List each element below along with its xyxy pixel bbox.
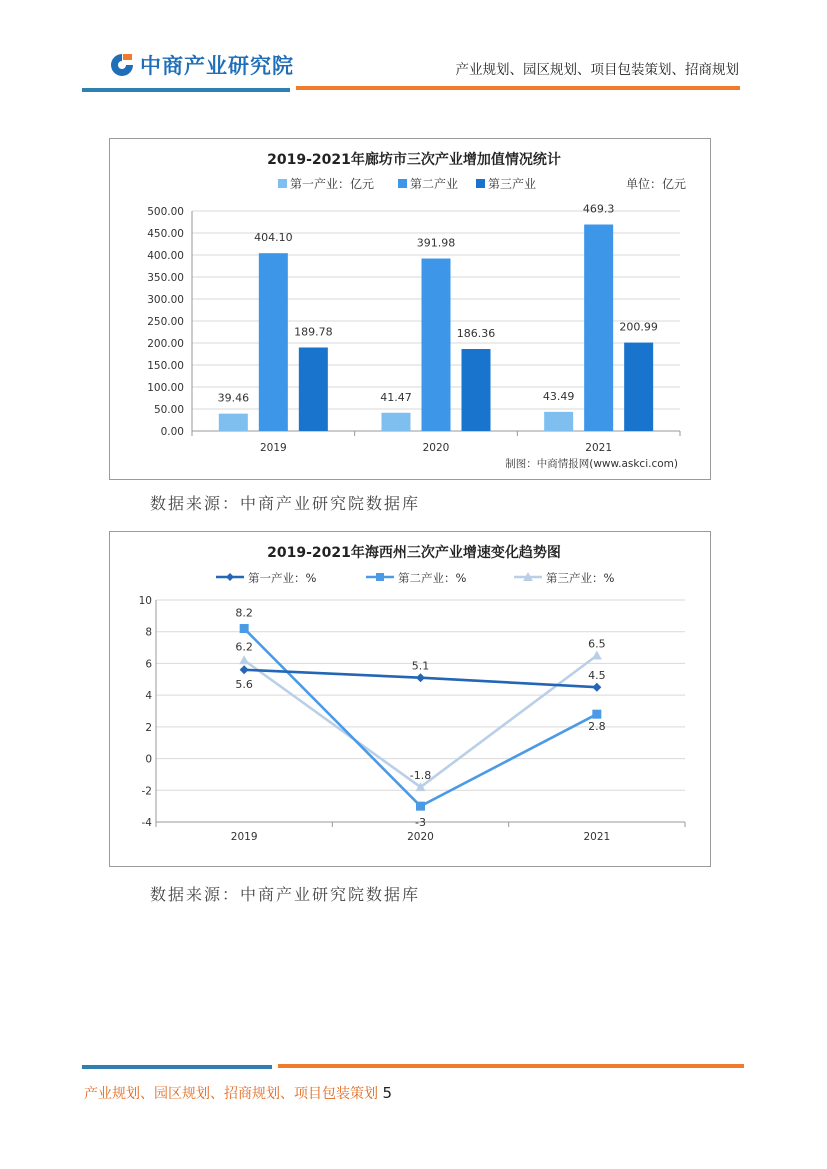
data-label: 391.98	[416, 236, 456, 250]
y-tick-label: 400.00	[147, 250, 184, 262]
data-label: -3	[415, 816, 426, 830]
header-rule-blue	[82, 88, 290, 92]
footer-text	[84, 1083, 392, 1103]
chart-title: 2019-2021年廊坊市三次产业增加值情况统计	[267, 152, 561, 168]
x-tick-label: 2021	[583, 831, 611, 843]
y-tick-label: 150.00	[147, 360, 184, 372]
legend-swatch	[398, 179, 407, 188]
logo	[108, 50, 294, 80]
bar	[544, 412, 573, 431]
y-tick-label: 4	[145, 690, 152, 703]
chart-legend	[216, 571, 614, 585]
footer-tagline: 产业规划、园区规划、招商规划、项目包装策划	[84, 1086, 378, 1102]
chart-legend	[278, 176, 536, 191]
point-square	[416, 802, 425, 811]
unit-label: 单位：亿元	[625, 177, 686, 191]
legend-swatch	[278, 179, 287, 188]
data-label: 469.3	[582, 202, 615, 216]
data-label: 404.10	[254, 231, 293, 245]
point-triangle	[592, 651, 602, 660]
bar	[219, 414, 248, 431]
y-tick-label: 8	[145, 626, 152, 639]
footer-rule-orange	[278, 1064, 744, 1068]
data-label: 4.5	[588, 669, 606, 683]
bar	[299, 347, 328, 431]
data-label: -1.8	[409, 769, 432, 783]
y-tick-label: 450.00	[147, 228, 184, 240]
bar	[462, 349, 491, 431]
y-tick-label: 500.00	[147, 206, 184, 218]
y-tick-label: 0	[145, 753, 152, 766]
y-tick-label: 200.00	[147, 338, 184, 350]
line-chart	[110, 532, 710, 866]
bar	[584, 225, 613, 431]
point-diamond	[592, 683, 601, 692]
chart2-source: 数据来源：中商产业研究院数据库	[150, 885, 421, 904]
data-label: 41.47	[380, 390, 412, 404]
bar	[422, 259, 451, 431]
legend-label: 第一产业：%	[248, 571, 317, 585]
legend-label: 第三产业：%	[546, 571, 615, 585]
data-label: 6.5	[588, 637, 606, 651]
y-tick-label: 2	[145, 721, 152, 734]
y-tick-label: 6	[145, 658, 152, 671]
y-tick-label: 300.00	[147, 294, 184, 306]
legend-swatch	[476, 179, 485, 188]
point-triangle	[239, 655, 249, 664]
data-label: 2.8	[588, 720, 606, 734]
y-tick-label: -4	[141, 817, 152, 829]
line-chart-panel	[109, 531, 711, 867]
point-diamond	[240, 665, 249, 674]
y-tick-label: 350.00	[147, 272, 184, 284]
x-tick-label: 2020	[422, 442, 450, 454]
data-label: 5.1	[411, 659, 430, 673]
logo-text: 中商产业研究院	[140, 54, 294, 78]
x-tick-label: 2019	[230, 831, 258, 843]
data-label: 5.6	[235, 677, 253, 691]
logo-mark-icon	[108, 51, 136, 79]
y-tick-label: 50.00	[153, 404, 184, 416]
chart1-source: 数据来源：中商产业研究院数据库	[150, 494, 421, 513]
x-tick-label: 2021	[585, 442, 613, 454]
data-label: 43.49	[542, 389, 575, 403]
y-tick-label: 250.00	[147, 316, 184, 328]
legend-label: 第三产业	[488, 177, 537, 191]
y-tick-label: 100.00	[147, 382, 184, 394]
point-diamond	[416, 673, 425, 682]
bar	[382, 413, 411, 431]
legend-label: 第二产业	[410, 177, 459, 191]
point-square	[240, 624, 249, 633]
chart-credit: 制图：中商情报网(www.askci.com)	[505, 458, 678, 470]
data-label: 189.78	[294, 325, 333, 339]
data-label: 6.2	[235, 640, 253, 654]
legend-label: 第一产业：亿元	[290, 177, 375, 191]
point-square	[592, 710, 601, 719]
footer-rule-blue	[82, 1065, 272, 1069]
bar	[624, 343, 653, 431]
x-tick-label: 2020	[407, 831, 434, 843]
legend-marker-diamond	[226, 573, 234, 581]
page-number: 5	[382, 1084, 392, 1102]
data-label: 186.36	[456, 327, 496, 341]
bar-chart-panel	[109, 138, 711, 480]
header-rule-orange	[296, 86, 740, 90]
data-label: 39.46	[217, 391, 250, 405]
legend-marker-square	[376, 573, 384, 581]
data-label: 8.2	[235, 606, 253, 620]
chart-title: 2019-2021年海西州三次产业增速变化趋势图	[267, 545, 561, 561]
legend-label: 第二产业：%	[398, 571, 467, 585]
bar-chart	[110, 139, 710, 479]
data-label: 200.99	[619, 320, 658, 334]
header-tagline: 产业规划、园区规划、项目包装策划、招商规划	[455, 62, 739, 78]
bar	[259, 253, 288, 431]
y-tick-label: 10	[138, 595, 152, 607]
x-tick-label: 2019	[259, 442, 287, 454]
y-tick-label: -2	[141, 785, 152, 798]
y-tick-label: 0.00	[160, 426, 184, 438]
